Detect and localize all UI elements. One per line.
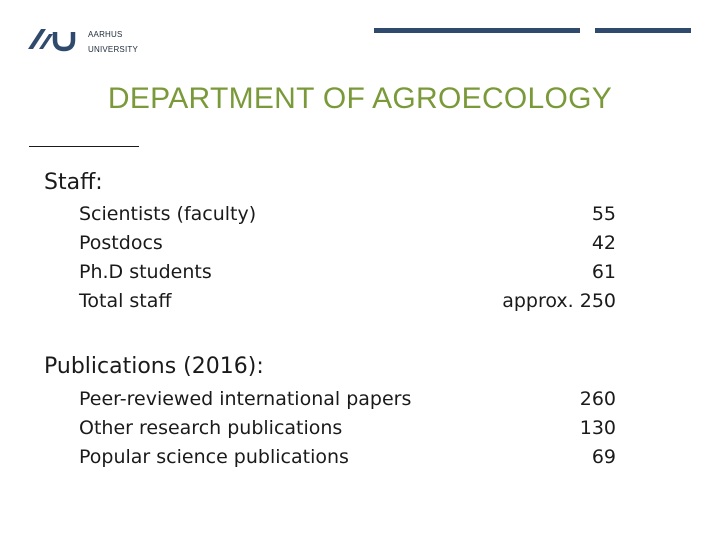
row-value: 42: [591, 232, 616, 254]
row-label: Ph.D students: [79, 261, 212, 283]
publication-row: [79, 414, 616, 443]
row-value: 55: [591, 203, 616, 225]
publications-list: [79, 385, 616, 472]
staff-row: [79, 200, 616, 229]
publications-heading: Publications (2016):: [44, 354, 264, 379]
row-value: approx. 250: [502, 290, 616, 312]
staff-row: [79, 258, 616, 287]
au-logo-icon: [26, 26, 76, 52]
row-label: Peer-reviewed international papers: [79, 388, 412, 410]
page-title: DEPARTMENT OF AGROECOLOGY: [107, 82, 613, 115]
publication-row: [79, 443, 616, 472]
university-line: AARHUS: [88, 30, 123, 39]
row-value: 130: [579, 417, 616, 439]
staff-heading: Staff:: [44, 170, 103, 195]
row-label: Other research publications: [79, 417, 343, 439]
title-divider: [29, 146, 139, 147]
university-line: UNIVERSITY: [88, 45, 139, 54]
row-label: Scientists (faculty): [79, 203, 257, 225]
row-label: Total staff: [79, 290, 172, 312]
row-value: 69: [591, 446, 616, 468]
staff-list: [79, 200, 616, 316]
row-value: 61: [591, 261, 616, 283]
staff-row: [79, 229, 616, 258]
university-name: [88, 27, 138, 57]
row-label: Postdocs: [79, 232, 163, 254]
header-accent-bar: [374, 28, 580, 33]
row-label: Popular science publications: [79, 446, 349, 468]
staff-row: [79, 287, 616, 316]
header-accent-bar: [595, 28, 691, 33]
publication-row: [79, 385, 616, 414]
row-value: 260: [579, 388, 616, 410]
